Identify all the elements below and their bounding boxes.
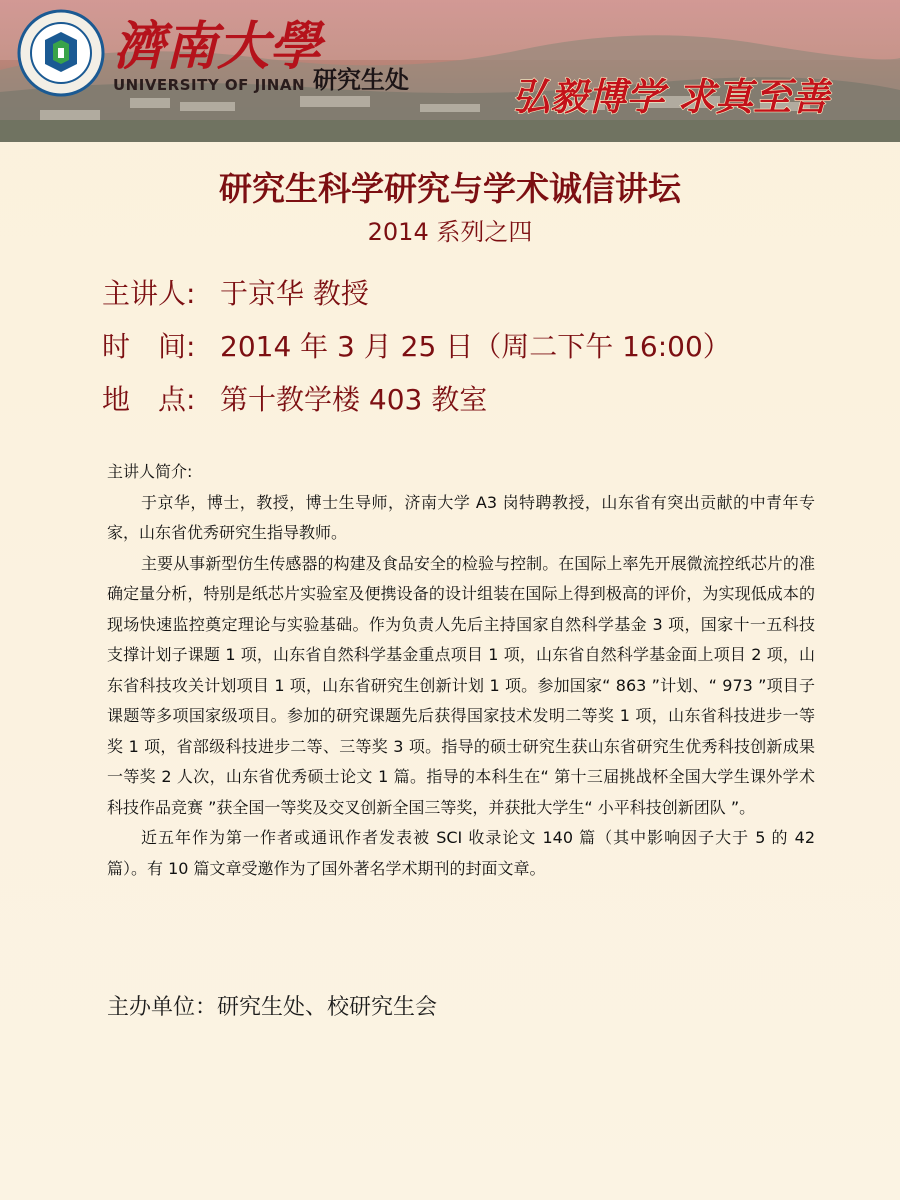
speaker-label: 主讲人:	[102, 277, 196, 310]
bio-paragraph: 于京华，博士，教授，博士生导师，济南大学 A3 岗特聘教授，山东省有突出贡献的中青年专家，山东省优秀研究生指导教师。	[107, 492, 815, 542]
department-name: 研究生处	[313, 66, 409, 94]
speaker-row	[102, 272, 369, 312]
bio-paragraph: 主要从事新型仿生传感器的构建及食品安全的检验与控制。在国际上率先开展微流控纸芯片的准确定量分析，特别是纸芯片实验室及便携设备的设计组装在国际上得到极高的评价，为实现低成本的现场快速监控奠定理论与实验基础。作为负责人先后主持国家自然科学基金 3 项，国家十一五科技支撑计划子课题 1 项，山东省自然科学基金重点项目 1 项，山东省自然科学基金面上项目 2 项，山东省科技攻关计划项目 1 项，山东省研究生创新计划 1 项。参加国家“ 863 ”计划、“ 973 ”项目子课题等多项国家级项目。参加的研究课题先后获得国家技术发明二等奖 1 项，山东省科技进步一等奖 1 项，省部级科技进步二等、三等奖 3 项。指导的硕士研究生获山东省研究生优秀科技创新成果一等奖 2 人次，山东省优秀硕士论文 1 篇。指导的本科生在“ 第十三届挑战杯全国大学生课外学术科技作品竞赛 ”获全国一等奖及交叉创新全国三等奖，并获批大学生“ 小平科技创新团队 ”。	[107, 553, 815, 817]
place-value: 第十教学楼 403 教室	[220, 383, 488, 416]
header-banner	[0, 0, 900, 142]
organizer: 主办单位：研究生处、校研究生会	[107, 995, 438, 1020]
university-calligraphy-logo	[113, 10, 322, 77]
bio-heading: 主讲人简介:	[107, 462, 193, 481]
brand-calligraphy: 濟南大學	[113, 16, 322, 77]
brand-english-name: UNIVERSITY OF JINAN	[113, 76, 306, 94]
event-subtitle: 2014 系列之四	[367, 218, 533, 246]
place-label: 地 点:	[102, 383, 196, 416]
speaker-value: 于京华 教授	[220, 277, 369, 310]
speaker-bio	[107, 457, 815, 884]
motto-text: 弘毅博学 求真至善	[512, 74, 830, 119]
event-title: 研究生科学研究与学术诚信讲坛	[219, 169, 681, 208]
time-value: 2014 年 3 月 25 日（周二下午 16:00）	[220, 330, 731, 363]
bio-paragraph: 近五年作为第一作者或通讯作者发表被 SCI 收录论文 140 篇（其中影响因子大于 5 的 42 篇）。有 10 篇文章受邀作为了国外著名学术期刊的封面文章。	[107, 828, 815, 878]
university-seal-icon	[18, 10, 104, 96]
university-motto	[512, 66, 857, 122]
place-row	[102, 378, 487, 418]
time-row	[102, 325, 731, 365]
time-label: 时 间:	[102, 330, 196, 363]
